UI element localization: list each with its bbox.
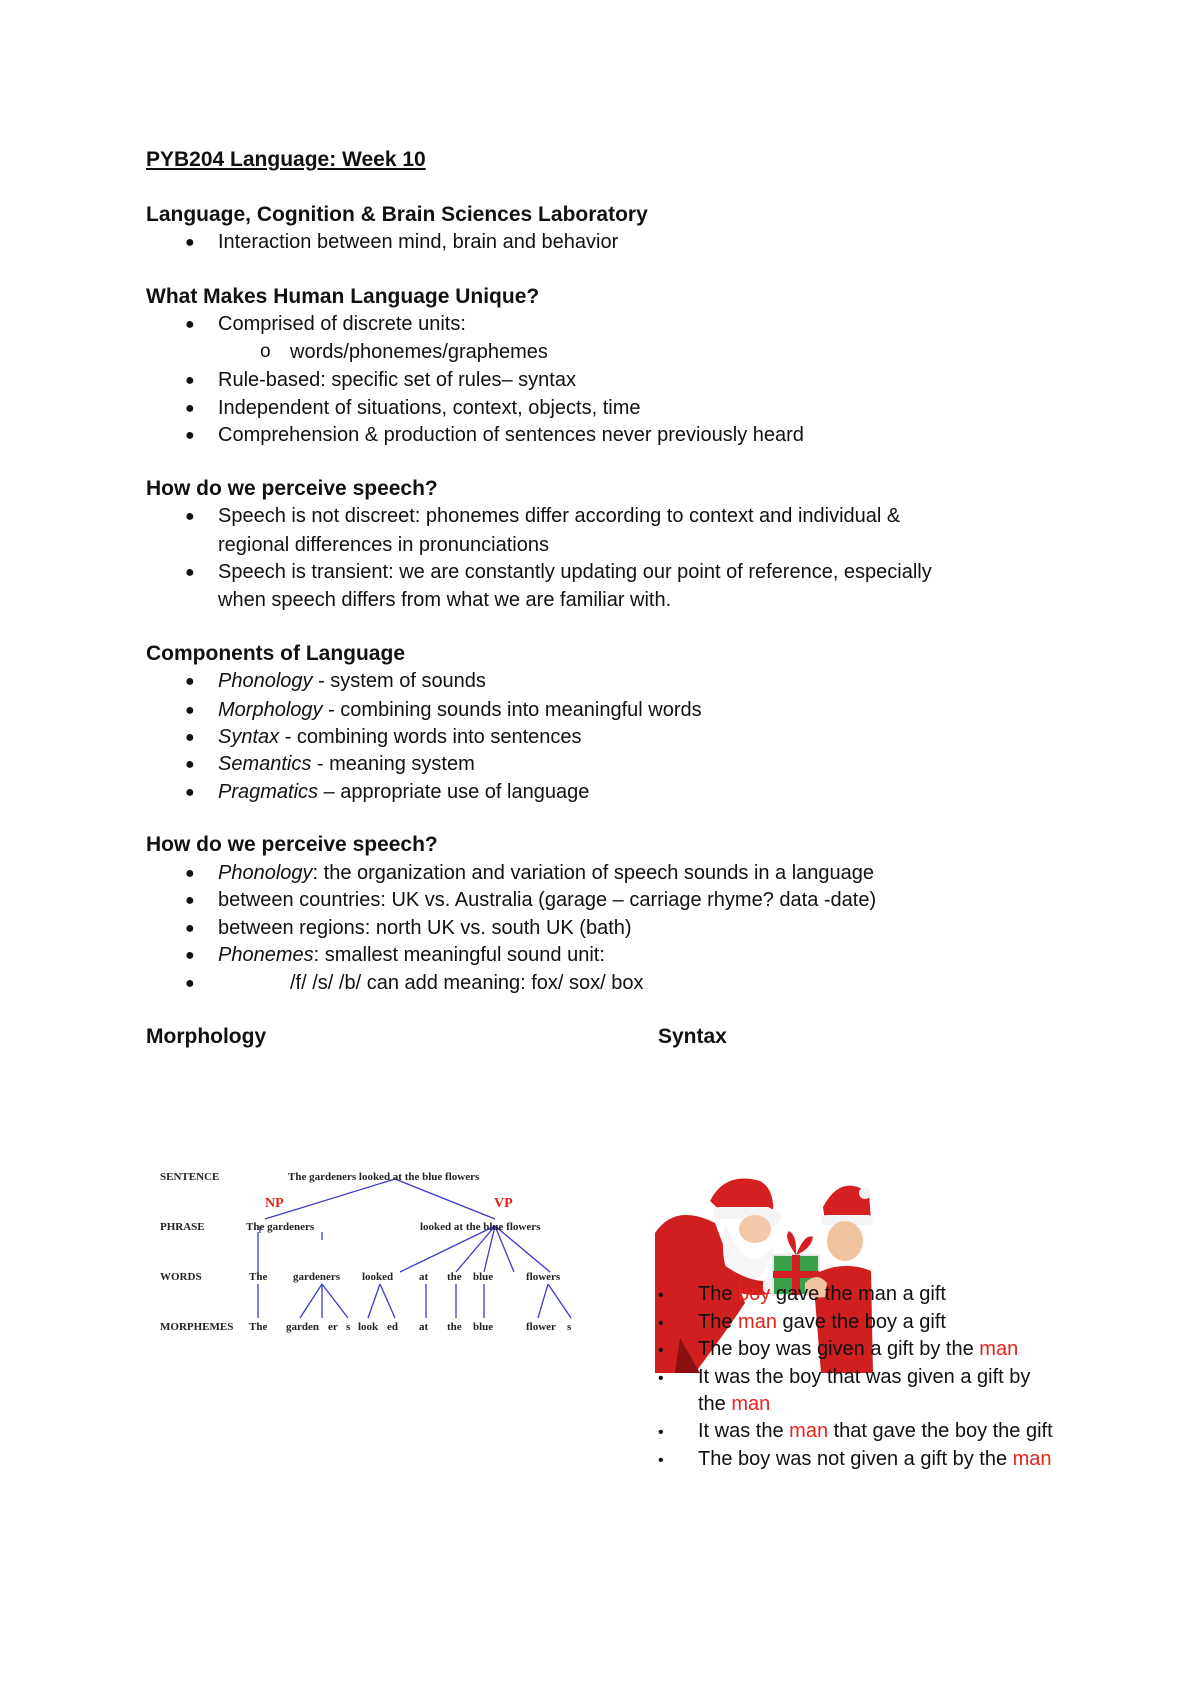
tree-vp-text: looked at the blue flowers [420, 1221, 541, 1233]
term: Phonology [218, 862, 313, 884]
bullet-icon: • [658, 1342, 664, 1359]
bullet-icon: ● [185, 234, 195, 251]
perceive-item: between countries: UK vs. Australia (garage – carriage rhyme? data -date) [218, 889, 877, 911]
page-title: PYB204 Language: Week 10 [146, 148, 426, 171]
bullet-icon: ● [185, 975, 195, 992]
perceive-item-line: when speech differs from what we are familiar with. [218, 589, 672, 611]
bullet-icon: ● [185, 756, 195, 773]
bullet-icon: • [658, 1315, 664, 1332]
circle-bullet-icon: o [260, 341, 271, 362]
components-item [218, 725, 582, 749]
tree-morpheme: ed [387, 1321, 398, 1333]
term: Phonology [218, 670, 313, 692]
highlighted-word: man [789, 1420, 829, 1442]
definition: : the organization and variation of speech sounds in a language [312, 862, 875, 884]
perceive-heading: How do we perceive speech? [146, 477, 438, 500]
bullet-icon: ● [185, 372, 195, 389]
tree-row-label: WORDS [160, 1271, 202, 1283]
sentence-text: The boy was not given a gift by the [698, 1448, 1013, 1470]
unique-item: Comprised of discrete units: [218, 313, 466, 335]
unique-item: Comprehension & production of sentences never previously heard [218, 424, 804, 446]
bullet-icon: ● [185, 784, 195, 801]
bullet-icon: ● [185, 865, 195, 882]
perceive-item-line: Speech is not discreet: phonemes differ according to context and individual & [218, 505, 901, 527]
tree-morpheme: blue [473, 1321, 494, 1333]
bullet-icon: ● [185, 729, 195, 746]
syntax-sentence [698, 1447, 1052, 1471]
perceive-item [218, 861, 874, 885]
tree-morpheme: at [419, 1321, 429, 1333]
tree-sentence: The gardeners looked at the blue flowers [288, 1171, 480, 1183]
term: Morphology [218, 699, 323, 721]
highlighted-word: man [1012, 1448, 1052, 1470]
syntax-sentence [698, 1282, 946, 1306]
tree-word: at [419, 1271, 429, 1283]
tree-word: blue [473, 1271, 494, 1283]
syntax-sentence [698, 1419, 1053, 1443]
tree-row-label: PHRASE [160, 1221, 205, 1233]
bullet-icon: ● [185, 892, 195, 909]
tree-row-label: SENTENCE [160, 1171, 220, 1183]
sentence-text: It was the boy that was given a gift by [698, 1366, 1031, 1388]
tree-np-text: The gardeners [246, 1221, 315, 1233]
tree-vp-label: VP [494, 1196, 513, 1211]
tree-morpheme: er [328, 1321, 338, 1333]
syntax-sentence [698, 1310, 946, 1334]
components-item [218, 698, 702, 722]
tree-word: flowers [526, 1271, 561, 1283]
perceive-item-line: Speech is transient: we are constantly updating our point of reference, especially [218, 561, 932, 583]
term: Syntax [218, 726, 280, 748]
lab-item: Interaction between mind, brain and behavior [218, 231, 619, 253]
bullet-icon: • [658, 1452, 664, 1469]
components-item [218, 752, 475, 776]
sentence-text: It was the [698, 1420, 790, 1442]
bullet-icon: • [658, 1370, 664, 1387]
tree-morpheme: the [447, 1321, 462, 1333]
tree-morpheme: look [358, 1321, 379, 1333]
syntax-heading: Syntax [658, 1025, 727, 1048]
term: Phonemes [218, 944, 314, 966]
highlighted-word: man [738, 1311, 777, 1333]
syntax-sentence [698, 1337, 1018, 1361]
highlighted-word: boy [738, 1283, 771, 1305]
perceive-heading: How do we perceive speech? [146, 833, 438, 856]
perceive-item: /f/ /s/ /b/ can add meaning: fox/ sox/ box [290, 972, 644, 994]
perceive-item: between regions: north UK vs. south UK (bath) [218, 917, 632, 939]
bullet-icon: ● [185, 920, 195, 937]
definition: - system of sounds [312, 670, 486, 692]
tree-word: the [447, 1271, 462, 1283]
tree-np-label: NP [265, 1196, 284, 1211]
components-item [218, 780, 589, 804]
tree-morpheme: garden [286, 1321, 319, 1333]
syntax-sentence [698, 1365, 1030, 1389]
definition: – appropriate use of language [318, 781, 590, 803]
sentence-text: that gave the boy the gift [828, 1420, 1053, 1442]
morphology-heading: Morphology [146, 1025, 267, 1048]
sentence-text: gave the boy a gift [776, 1311, 946, 1333]
tree-word: gardeners [293, 1271, 341, 1283]
highlighted-word: man [979, 1338, 1019, 1360]
bullet-icon: ● [185, 316, 195, 333]
sentence-text: the [698, 1393, 732, 1415]
term: Semantics [218, 753, 312, 775]
tree-morpheme: s [567, 1321, 572, 1333]
definition: - combining sounds into meaningful words [322, 699, 702, 721]
bullet-icon: • [658, 1287, 664, 1304]
tree-word: looked [362, 1271, 394, 1283]
morphology-tree-diagram [150, 1160, 590, 1350]
unique-subitem: words/phonemes/graphemes [290, 341, 548, 363]
definition: - combining words into sentences [279, 726, 582, 748]
bullet-icon: ● [185, 702, 195, 719]
sentence-text: The [698, 1283, 739, 1305]
bullet-icon: ● [185, 508, 195, 525]
highlighted-word: man [731, 1393, 771, 1415]
unique-item: Independent of situations, context, objects, time [218, 397, 641, 419]
bullet-icon: ● [185, 564, 195, 581]
bullet-icon: ● [185, 947, 195, 964]
tree-row-label: MORPHEMES [160, 1321, 234, 1333]
perceive-item-line: regional differences in pronunciations [218, 534, 549, 556]
sentence-text: The boy was given a gift by the [698, 1338, 980, 1360]
bullet-icon: ● [185, 673, 195, 690]
definition: : smallest meaningful sound unit: [313, 944, 605, 966]
perceive-item [218, 943, 605, 967]
syntax-sentence-continued [698, 1392, 770, 1416]
bullet-icon: ● [185, 400, 195, 417]
components-heading: Components of Language [146, 642, 405, 665]
components-item [218, 669, 486, 693]
tree-morpheme: s [346, 1321, 351, 1333]
bullet-icon: ● [185, 427, 195, 444]
tree-lines [258, 1179, 571, 1318]
lab-heading: Language, Cognition & Brain Sciences Laboratory [146, 203, 648, 226]
sentence-text: The [698, 1311, 739, 1333]
unique-item: Rule-based: specific set of rules– syntax [218, 369, 576, 391]
tree-word: The [249, 1271, 268, 1283]
definition: - meaning system [311, 753, 475, 775]
term: Pragmatics [218, 781, 319, 803]
unique-heading: What Makes Human Language Unique? [146, 285, 540, 308]
tree-morpheme: The [249, 1321, 268, 1333]
sentence-text: gave the man a gift [770, 1283, 946, 1305]
bullet-icon: • [658, 1424, 664, 1441]
tree-morpheme: flower [526, 1321, 556, 1333]
